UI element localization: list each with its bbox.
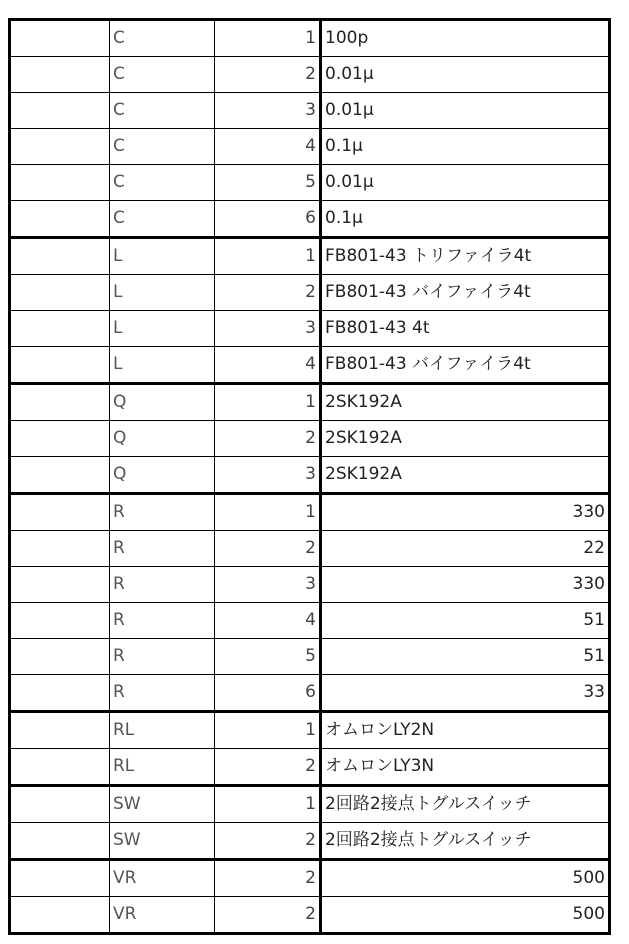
part-number-cell[interactable]: 1 xyxy=(215,786,321,823)
part-value-cell[interactable]: 51 xyxy=(321,639,610,675)
part-value-cell[interactable]: 100p xyxy=(321,20,610,57)
part-value-cell[interactable]: 33 xyxy=(321,675,610,712)
table-row xyxy=(10,567,610,603)
part-type-cell[interactable]: R xyxy=(110,531,215,567)
part-number-cell[interactable]: 4 xyxy=(215,603,321,639)
blank-cell[interactable] xyxy=(10,20,110,57)
blank-cell[interactable] xyxy=(10,675,110,712)
table-row xyxy=(10,639,610,675)
blank-cell[interactable] xyxy=(10,531,110,567)
table-row xyxy=(10,860,610,897)
part-value-cell[interactable]: FB801-43 トリファイラ4t xyxy=(321,238,610,275)
table-row xyxy=(10,712,610,749)
part-number-cell[interactable]: 2 xyxy=(215,421,321,457)
part-value-cell[interactable]: 22 xyxy=(321,531,610,567)
part-type-cell[interactable]: L xyxy=(110,238,215,275)
blank-cell[interactable] xyxy=(10,639,110,675)
part-value-cell[interactable]: 330 xyxy=(321,567,610,603)
blank-cell[interactable] xyxy=(10,238,110,275)
part-number-cell[interactable]: 2 xyxy=(215,57,321,93)
table-row xyxy=(10,57,610,93)
part-number-cell[interactable]: 5 xyxy=(215,639,321,675)
part-type-cell[interactable]: RL xyxy=(110,749,215,786)
part-value-cell[interactable]: 2SK192A xyxy=(321,384,610,421)
blank-cell[interactable] xyxy=(10,494,110,531)
blank-cell[interactable] xyxy=(10,275,110,311)
part-type-cell[interactable]: C xyxy=(110,165,215,201)
part-value-cell[interactable]: 2回路2接点トグルスイッチ xyxy=(321,786,610,823)
parts-list-table xyxy=(8,18,611,935)
blank-cell[interactable] xyxy=(10,384,110,421)
table-row xyxy=(10,675,610,712)
part-type-cell[interactable]: R xyxy=(110,675,215,712)
part-number-cell[interactable]: 3 xyxy=(215,567,321,603)
part-number-cell[interactable]: 6 xyxy=(215,675,321,712)
part-type-cell[interactable]: SW xyxy=(110,786,215,823)
part-number-cell[interactable]: 1 xyxy=(215,494,321,531)
part-type-cell[interactable]: R xyxy=(110,639,215,675)
part-number-cell[interactable]: 3 xyxy=(215,311,321,347)
part-type-cell[interactable]: C xyxy=(110,57,215,93)
blank-cell[interactable] xyxy=(10,93,110,129)
part-type-cell[interactable]: R xyxy=(110,603,215,639)
blank-cell[interactable] xyxy=(10,457,110,494)
part-value-cell[interactable]: FB801-43 4t xyxy=(321,311,610,347)
blank-cell[interactable] xyxy=(10,603,110,639)
part-number-cell[interactable]: 1 xyxy=(215,712,321,749)
part-type-cell[interactable]: R xyxy=(110,567,215,603)
blank-cell[interactable] xyxy=(10,860,110,897)
table-row xyxy=(10,384,610,421)
table-row xyxy=(10,897,610,934)
part-type-cell[interactable]: L xyxy=(110,347,215,384)
blank-cell[interactable] xyxy=(10,129,110,165)
blank-cell[interactable] xyxy=(10,786,110,823)
table-row xyxy=(10,20,610,57)
table-row xyxy=(10,603,610,639)
table-row xyxy=(10,238,610,275)
part-value-cell[interactable]: 51 xyxy=(321,603,610,639)
part-type-cell[interactable]: C xyxy=(110,93,215,129)
part-number-cell[interactable]: 4 xyxy=(215,129,321,165)
part-number-cell[interactable]: 1 xyxy=(215,20,321,57)
part-value-cell[interactable]: 0.1μ xyxy=(321,129,610,165)
part-value-cell[interactable]: 500 xyxy=(321,897,610,934)
table-row xyxy=(10,93,610,129)
table-row xyxy=(10,421,610,457)
table-row xyxy=(10,494,610,531)
blank-cell[interactable] xyxy=(10,421,110,457)
part-type-cell[interactable]: C xyxy=(110,129,215,165)
part-value-cell[interactable]: FB801-43 バイファイラ4t xyxy=(321,275,610,311)
table-row xyxy=(10,129,610,165)
part-number-cell[interactable]: 6 xyxy=(215,201,321,238)
part-number-cell[interactable]: 2 xyxy=(215,823,321,860)
table-row xyxy=(10,457,610,494)
table-row xyxy=(10,311,610,347)
part-value-cell[interactable]: 500 xyxy=(321,860,610,897)
part-type-cell[interactable]: R xyxy=(110,494,215,531)
part-number-cell[interactable]: 2 xyxy=(215,860,321,897)
part-number-cell[interactable]: 4 xyxy=(215,347,321,384)
table-row xyxy=(10,786,610,823)
blank-cell[interactable] xyxy=(10,57,110,93)
table-row xyxy=(10,201,610,238)
part-type-cell[interactable]: C xyxy=(110,201,215,238)
blank-cell[interactable] xyxy=(10,567,110,603)
table-row xyxy=(10,275,610,311)
part-type-cell[interactable]: VR xyxy=(110,897,215,934)
part-value-cell[interactable]: 330 xyxy=(321,494,610,531)
part-type-cell[interactable]: L xyxy=(110,311,215,347)
table-row xyxy=(10,823,610,860)
table-row xyxy=(10,165,610,201)
blank-cell[interactable] xyxy=(10,897,110,934)
part-type-cell[interactable]: Q xyxy=(110,384,215,421)
blank-cell[interactable] xyxy=(10,311,110,347)
part-number-cell[interactable]: 2 xyxy=(215,275,321,311)
table-row xyxy=(10,749,610,786)
part-number-cell[interactable]: 2 xyxy=(215,897,321,934)
part-type-cell[interactable]: Q xyxy=(110,457,215,494)
part-value-cell[interactable]: 0.1μ xyxy=(321,201,610,238)
blank-cell[interactable] xyxy=(10,347,110,384)
part-number-cell[interactable]: 1 xyxy=(215,238,321,275)
part-number-cell[interactable]: 2 xyxy=(215,749,321,786)
part-type-cell[interactable]: Q xyxy=(110,421,215,457)
part-value-cell[interactable]: FB801-43 バイファイラ4t xyxy=(321,347,610,384)
part-number-cell[interactable]: 2 xyxy=(215,531,321,567)
part-type-cell[interactable]: L xyxy=(110,275,215,311)
table-row xyxy=(10,531,610,567)
part-value-cell[interactable]: 0.01μ xyxy=(321,93,610,129)
part-type-cell[interactable]: VR xyxy=(110,860,215,897)
part-type-cell[interactable]: C xyxy=(110,20,215,57)
parts-list-body xyxy=(10,20,610,934)
part-value-cell[interactable]: 0.01μ xyxy=(321,165,610,201)
part-value-cell[interactable]: 0.01μ xyxy=(321,57,610,93)
part-number-cell[interactable]: 3 xyxy=(215,93,321,129)
part-value-cell[interactable]: 2SK192A xyxy=(321,421,610,457)
part-type-cell[interactable]: RL xyxy=(110,712,215,749)
part-number-cell[interactable]: 5 xyxy=(215,165,321,201)
part-value-cell[interactable]: 2回路2接点トグルスイッチ xyxy=(321,823,610,860)
blank-cell[interactable] xyxy=(10,749,110,786)
part-number-cell[interactable]: 3 xyxy=(215,457,321,494)
blank-cell[interactable] xyxy=(10,712,110,749)
part-value-cell[interactable]: オムロンLY3N xyxy=(321,749,610,786)
table-row xyxy=(10,347,610,384)
part-value-cell[interactable]: オムロンLY2N xyxy=(321,712,610,749)
part-number-cell[interactable]: 1 xyxy=(215,384,321,421)
blank-cell[interactable] xyxy=(10,201,110,238)
part-type-cell[interactable]: SW xyxy=(110,823,215,860)
part-value-cell[interactable]: 2SK192A xyxy=(321,457,610,494)
blank-cell[interactable] xyxy=(10,165,110,201)
blank-cell[interactable] xyxy=(10,823,110,860)
